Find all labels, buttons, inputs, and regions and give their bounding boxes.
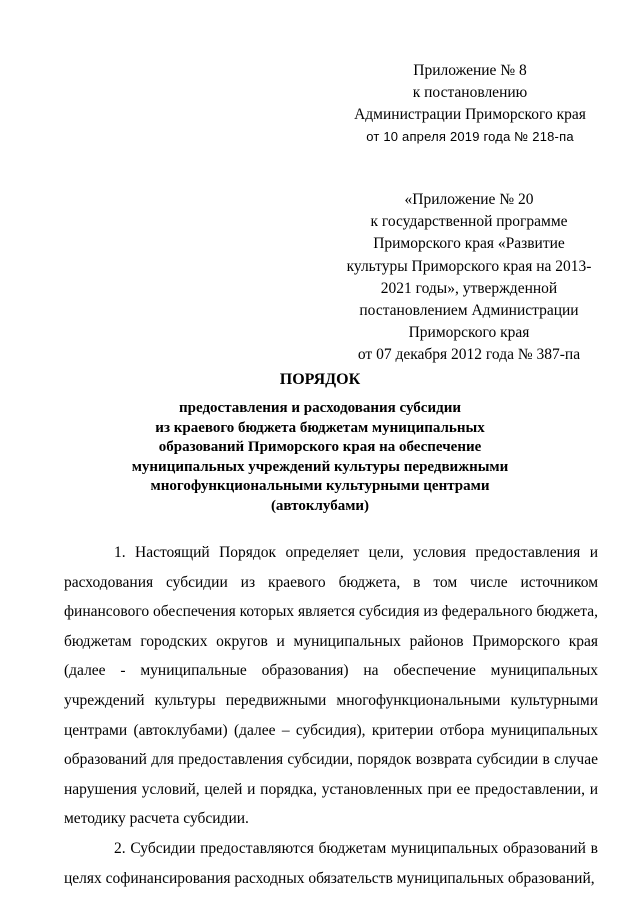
- subtitle-line: (автоклубами): [270, 497, 370, 514]
- subtitle-line: многофункциональными культурными центрами: [150, 478, 490, 495]
- subtitle-line: муниципальных учреждений культуры передвижными: [131, 458, 509, 475]
- paragraph-2: 2. Субсидии предоставляются бюджетам муниципальных образований в целях софинансирования расходных обязательств муниципальных образований,: [64, 839, 598, 887]
- approval-block: [340, 60, 600, 148]
- annex-line: постановлением Администрации: [359, 302, 579, 320]
- subtitle-line: образований Приморского края на обеспечение: [158, 439, 482, 456]
- annex-line: Приморского края: [408, 324, 530, 342]
- approval-annex-number: Приложение № 8: [413, 62, 527, 79]
- subtitle-line: предоставления и расходования субсидии: [179, 400, 461, 416]
- annex-line: Приморского края «Развитие: [373, 235, 565, 253]
- document-subtitle: [100, 399, 540, 517]
- document-title: ПОРЯДОК: [279, 371, 361, 388]
- annex-line: «Приложение № 20: [404, 191, 534, 208]
- annex-line: 2021 годы», утвержденной: [380, 279, 558, 297]
- annex-block: [338, 189, 600, 367]
- subtitle-line: из краевого бюджета бюджетам муниципальных: [155, 419, 485, 436]
- approval-administration: Администрации Приморского края: [354, 106, 586, 123]
- approval-date-number: от 10 апреля 2019 года № 218-па: [366, 129, 574, 144]
- approval-to-resolution: к постановлению: [412, 84, 528, 101]
- annex-line: к государственной программе: [370, 213, 568, 231]
- annex-line: культуры Приморского края на 2013-: [346, 257, 592, 275]
- paragraph-1: 1. Настоящий Порядок определяет цели, условия предоставления и расходования субсидии из краевого бюджета, в том числе источником финансового обеспечения которых является субсидия из федерального бюджета, бюджетам городских округов и муниципальных районов Приморского края (далее - муниципальные образования) на обеспечение муниципальных учреждений культуры передвижными многофункциональными культурными центрами (автоклубами) (далее – субсидия), критерии отбора муниципальных образований для предоставления субсидии, порядок возврата субсидии в случае нарушения условий, целей и порядка, установленных при ее предоставлении, и методику расчета субсидии.: [64, 544, 598, 828]
- annex-line: от 07 декабря 2012 года № 387-па: [357, 346, 581, 364]
- document-body: [64, 538, 598, 893]
